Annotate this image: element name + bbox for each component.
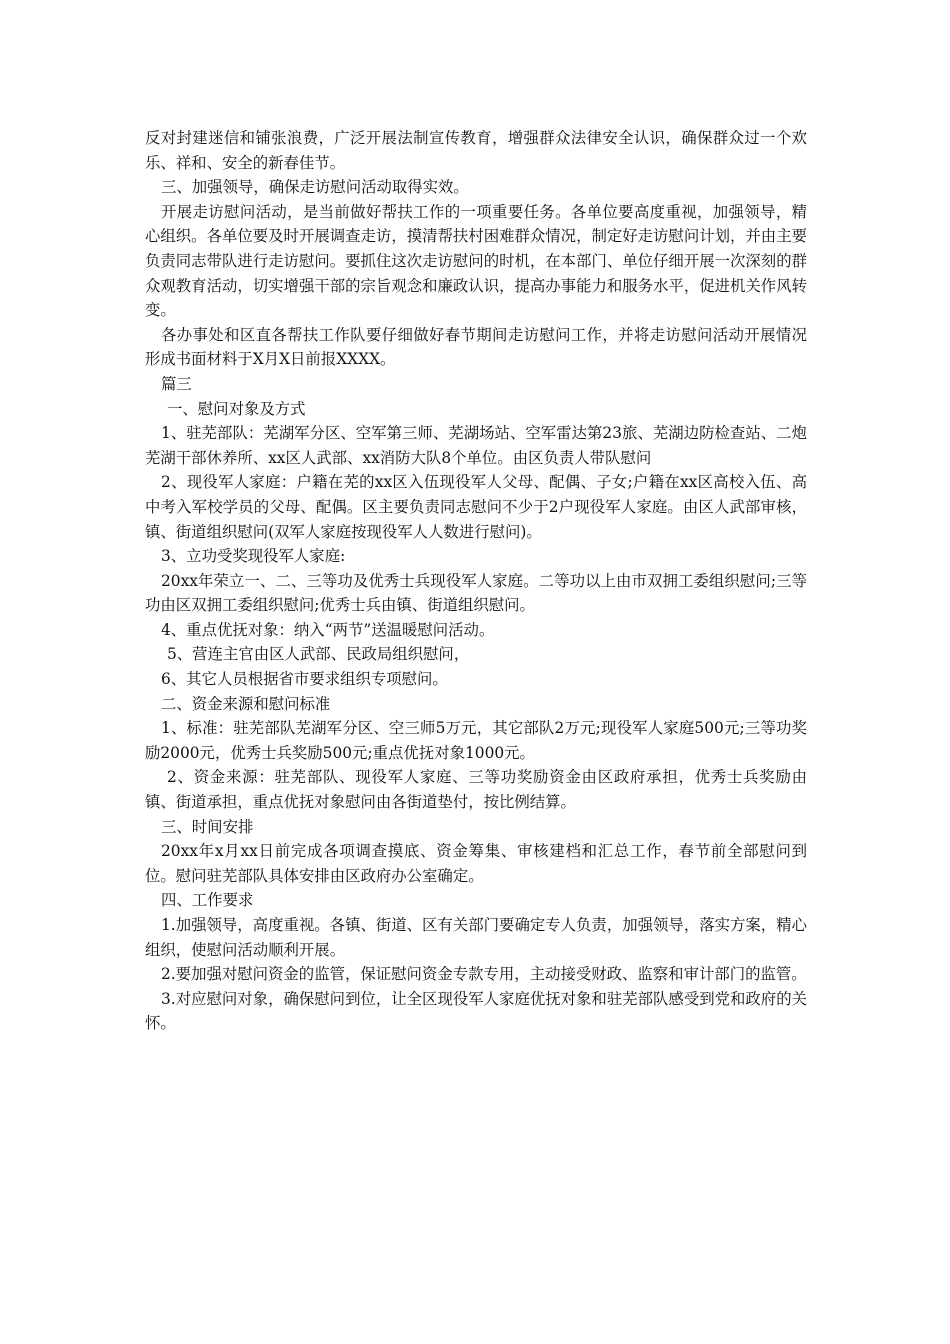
paragraph: 反对封建迷信和铺张浪费，广泛开展法制宣传教育，增强群众法律安全认识，确保群众过一个欢乐、祥和、安全的新春佳节。 — [145, 129, 807, 172]
paragraph: 2、现役军人家庭：户籍在芜的xx区入伍现役军人父母、配偶、子女;户籍在xx区高校入伍、高中考入军校学员的父母、配偶。区主要负责同志慰问不少于2户现役军人家庭。由区人武部审核，镇、街道组织慰问(双军人家庭按现役军人人数进行慰问)。 — [145, 473, 807, 541]
paragraph: 5、营连主官由区人武部、民政局组织慰问， — [167, 645, 470, 664]
document-body — [145, 126, 807, 1036]
paragraph: 3、立功受奖现役军人家庭: — [161, 547, 346, 566]
chapter-heading: 篇三 — [161, 374, 192, 393]
paragraph: 各办事处和区直各帮扶工作队要仔细做好春节期间走访慰问工作，并将走访慰问活动开展情况形成书面材料于X月X日前报XXXX。 — [145, 325, 807, 369]
paragraph: 开展走访慰问活动，是当前做好帮扶工作的一项重要任务。各单位要高度重视，加强领导，精心组织。各单位要及时开展调查走访，摸清帮扶村困难群众情况，制定好走访慰问计划，并由主要负责同志带队进行走访慰问。要抓住这次走访慰问的时机，在本部门、单位仔细开展一次深刻的群众观教育活动，切实增强干部的宗旨观念和廉政认识，提高办事能力和服务水平，促进机关作风转变。 — [145, 202, 807, 320]
section-heading: 三、加强领导，确保走访慰问活动取得实效。 — [161, 178, 469, 197]
section-heading: 四、工作要求 — [161, 891, 254, 910]
paragraph: 3.对应慰问对象，确保慰问到位，让全区现役军人家庭优抚对象和驻芜部队感受到党和政府的关怀。 — [145, 989, 807, 1033]
section-heading: 一、慰问对象及方式 — [167, 399, 306, 418]
paragraph: 1.加强领导，高度重视。各镇、街道、区有关部门要确定专人负责，加强领导，落实方案，精心组织，使慰问活动顺利开展。 — [145, 916, 807, 959]
section-heading: 二、资金来源和慰问标准 — [161, 694, 331, 713]
paragraph: 20xx年荣立一、二、三等功及优秀士兵现役军人家庭。二等功以上由市双拥工委组织慰问;三等功由区双拥工委组织慰问;优秀士兵由镇、街道组织慰问。 — [145, 571, 807, 615]
section-heading: 三、时间安排 — [161, 817, 254, 836]
paragraph: 4、重点优抚对象：纳入“两节”送温暖慰问活动。 — [161, 620, 495, 639]
paragraph: 6、其它人员根据省市要求组织专项慰问。 — [161, 670, 448, 689]
paragraph: 1、驻芜部队：芜湖军分区、空军第三师、芜湖场站、空军雷达第23旅、芜湖边防检查站、二炮芜湖干部休养所、xx区人武部、xx消防大队8个单位。由区负责人带队慰问 — [145, 424, 807, 467]
paragraph: 1、标准：驻芜部队芜湖军分区、空三师5万元，其它部队2万元;现役军人家庭500元;三等功奖励2000元，优秀士兵奖励500元;重点优抚对象1000元。 — [145, 719, 807, 762]
paragraph: 2、资金来源：驻芜部队、现役军人家庭、三等功奖励资金由区政府承担，优秀士兵奖励由镇、街道承担，重点优抚对象慰问由各街道垫付，按比例结算。 — [145, 768, 807, 812]
paragraph: 20xx年x月xx日前完成各项调查摸底、资金筹集、审核建档和汇总工作，春节前全部慰问到位。慰问驻芜部队具体安排由区政府办公室确定。 — [145, 842, 807, 885]
paragraph: 2.要加强对慰问资金的监管，保证慰问资金专款专用，主动接受财政、监察和审计部门的监管。 — [161, 965, 807, 984]
